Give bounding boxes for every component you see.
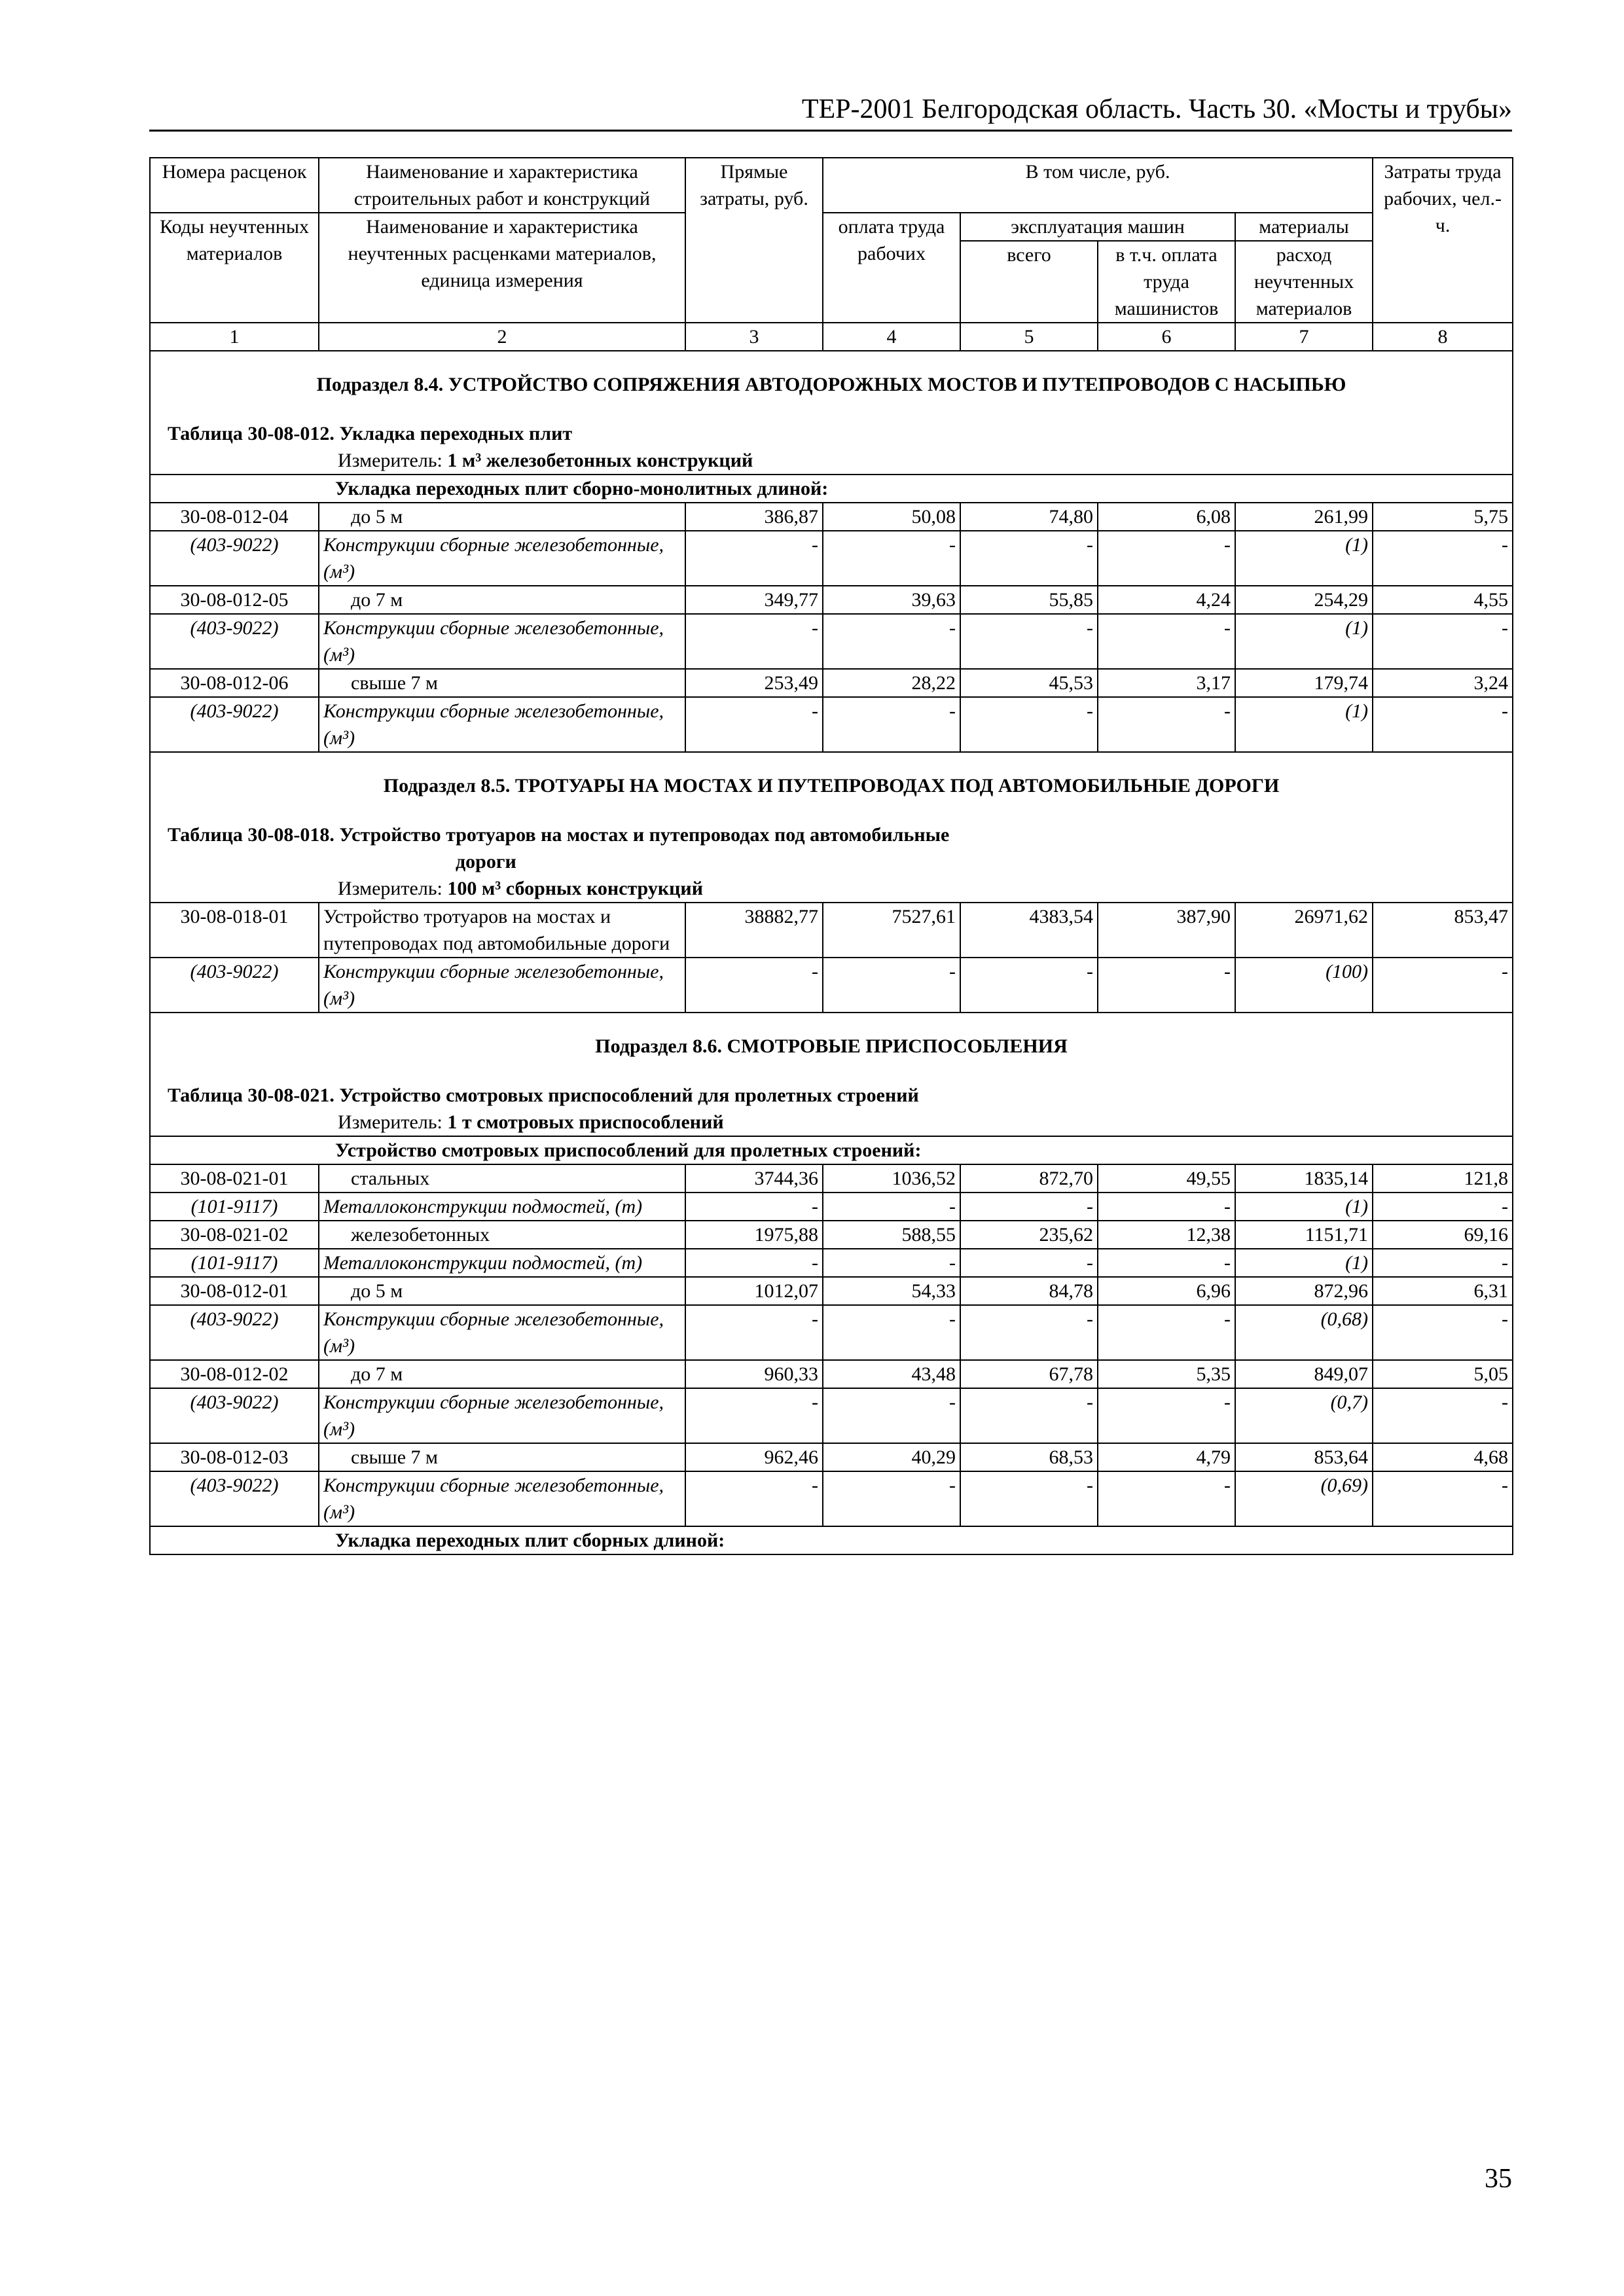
dash-cell: - xyxy=(960,614,1098,669)
rate-value: 74,80 xyxy=(960,503,1098,531)
dash-cell: - xyxy=(1373,697,1513,752)
dash-cell: - xyxy=(960,1193,1098,1221)
material-name: Конструкции сборные железобетонные, (м³) xyxy=(319,697,685,752)
rate-value: 1012,07 xyxy=(685,1277,823,1305)
rate-row xyxy=(150,586,1513,614)
rate-value: 235,62 xyxy=(960,1221,1098,1249)
rate-value: 349,77 xyxy=(685,586,823,614)
rate-value: 1151,71 xyxy=(1235,1221,1373,1249)
rate-labor: 853,47 xyxy=(1373,903,1513,958)
rate-value: 50,08 xyxy=(823,503,960,531)
material-name: Конструкции сборные железобетонные, (м³) xyxy=(319,531,685,586)
section-title: Подраздел 8.5. ТРОТУАРЫ НА МОСТАХ И ПУТЕПРОВОДАХ ПОД АВТОМОБИЛЬНЫЕ ДОРОГИ xyxy=(150,752,1513,799)
group-heading: Устройство смотровых приспособлений для пролетных строений: xyxy=(150,1136,1513,1164)
dash-cell: - xyxy=(1373,531,1513,586)
material-code: (403-9022) xyxy=(150,1388,319,1443)
rate-name: железобетонных xyxy=(319,1221,685,1249)
rate-name: свыше 7 м xyxy=(319,669,685,697)
rate-value: 39,63 xyxy=(823,586,960,614)
material-code: (403-9022) xyxy=(150,1471,319,1526)
rate-name: стальных xyxy=(319,1164,685,1193)
material-code: (403-9022) xyxy=(150,958,319,1013)
rate-value: 40,29 xyxy=(823,1443,960,1471)
col-mach-wages-header: в т.ч. оплата труда машинистов xyxy=(1098,241,1235,323)
column-numbers-row xyxy=(150,323,1513,351)
material-row xyxy=(150,958,1513,1013)
rate-value: 588,55 xyxy=(823,1221,960,1249)
material-row xyxy=(150,1471,1513,1526)
rate-labor: 5,75 xyxy=(1373,503,1513,531)
col-num-header: Номера расценок xyxy=(150,158,319,213)
rate-value: 4,24 xyxy=(1098,586,1235,614)
material-name: Металлоконструкции подмостей, (т) xyxy=(319,1249,685,1277)
rate-labor: 4,55 xyxy=(1373,586,1513,614)
rate-value: 179,74 xyxy=(1235,669,1373,697)
material-row xyxy=(150,1193,1513,1221)
rate-value: 4383,54 xyxy=(960,903,1098,958)
material-code: (101-9117) xyxy=(150,1249,319,1277)
dash-cell: - xyxy=(960,958,1098,1013)
dash-cell: - xyxy=(1098,614,1235,669)
rate-name: до 7 м xyxy=(319,1360,685,1388)
dash-cell: - xyxy=(823,531,960,586)
rate-row xyxy=(150,1164,1513,1193)
material-code: (403-9022) xyxy=(150,1305,319,1360)
material-use: (100) xyxy=(1235,958,1373,1013)
col-number: 5 xyxy=(960,323,1098,351)
rate-value: 1036,52 xyxy=(823,1164,960,1193)
dash-cell: - xyxy=(685,614,823,669)
dash-cell: - xyxy=(685,1193,823,1221)
rate-value: 68,53 xyxy=(960,1443,1098,1471)
rate-value: 872,96 xyxy=(1235,1277,1373,1305)
col-wages-header: оплата труда рабочих xyxy=(823,213,960,323)
dash-cell: - xyxy=(960,1305,1098,1360)
dash-cell: - xyxy=(960,697,1098,752)
rate-value: 387,90 xyxy=(1098,903,1235,958)
rate-value: 386,87 xyxy=(685,503,823,531)
rate-value: 254,29 xyxy=(1235,586,1373,614)
measure-line: Измеритель: 100 м³ сборных конструкций xyxy=(150,875,1513,903)
dash-cell: - xyxy=(685,531,823,586)
rate-value: 6,96 xyxy=(1098,1277,1235,1305)
material-row xyxy=(150,1388,1513,1443)
dash-cell: - xyxy=(1373,1471,1513,1526)
col-name-header: Наименование и характеристика строительных работ и конструкций xyxy=(319,158,685,213)
dash-cell: - xyxy=(1098,1305,1235,1360)
rate-row xyxy=(150,1360,1513,1388)
dash-cell: - xyxy=(685,1249,823,1277)
section-title: Подраздел 8.6. СМОТРОВЫЕ ПРИСПОСОБЛЕНИЯ xyxy=(150,1013,1513,1060)
rate-code: 30-08-012-05 xyxy=(150,586,319,614)
rate-labor: 69,16 xyxy=(1373,1221,1513,1249)
rate-value: 6,08 xyxy=(1098,503,1235,531)
material-use: (1) xyxy=(1235,614,1373,669)
dash-cell: - xyxy=(960,1471,1098,1526)
material-use: (1) xyxy=(1235,531,1373,586)
dash-cell: - xyxy=(823,1249,960,1277)
col-number: 8 xyxy=(1373,323,1513,351)
rate-code: 30-08-012-01 xyxy=(150,1277,319,1305)
dash-cell: - xyxy=(1373,958,1513,1013)
dash-cell: - xyxy=(1098,1249,1235,1277)
rate-value: 28,22 xyxy=(823,669,960,697)
dash-cell: - xyxy=(1098,958,1235,1013)
rate-code: 30-08-012-02 xyxy=(150,1360,319,1388)
dash-cell: - xyxy=(685,1471,823,1526)
rate-labor: 3,24 xyxy=(1373,669,1513,697)
rate-value: 1975,88 xyxy=(685,1221,823,1249)
dash-cell: - xyxy=(685,1305,823,1360)
col-number: 3 xyxy=(685,323,823,351)
page-number: 35 xyxy=(1485,2164,1512,2194)
dash-cell: - xyxy=(1373,1305,1513,1360)
rates-table xyxy=(149,157,1513,1555)
dash-cell: - xyxy=(1098,1471,1235,1526)
group-heading: Укладка переходных плит сборно-монолитных длиной: xyxy=(150,475,1513,503)
rate-labor: 6,31 xyxy=(1373,1277,1513,1305)
col-number: 4 xyxy=(823,323,960,351)
dash-cell: - xyxy=(960,531,1098,586)
dash-cell: - xyxy=(823,1388,960,1443)
material-code: (403-9022) xyxy=(150,614,319,669)
rate-value: 960,33 xyxy=(685,1360,823,1388)
material-name: Металлоконструкции подмостей, (т) xyxy=(319,1193,685,1221)
rate-row xyxy=(150,903,1513,958)
table-title: Таблица 30-08-018. Устройство тротуаров на мостах и путепроводах под автомобильные дороги xyxy=(150,799,1513,875)
rate-value: 5,35 xyxy=(1098,1360,1235,1388)
rate-value: 261,99 xyxy=(1235,503,1373,531)
dash-cell: - xyxy=(1373,614,1513,669)
col-codes-header: Коды неучтенных материалов xyxy=(150,213,319,323)
rate-code: 30-08-018-01 xyxy=(150,903,319,958)
dash-cell: - xyxy=(823,1305,960,1360)
section-title: Подраздел 8.4. УСТРОЙСТВО СОПРЯЖЕНИЯ АВТОДОРОЖНЫХ МОСТОВ И ПУТЕПРОВОДОВ С НАСЫПЬЮ xyxy=(150,351,1513,398)
material-name: Конструкции сборные железобетонные, (м³) xyxy=(319,1471,685,1526)
col-mat-use-header: расход неучтенных материалов xyxy=(1235,241,1373,323)
rate-value: 55,85 xyxy=(960,586,1098,614)
dash-cell: - xyxy=(1373,1249,1513,1277)
rate-name: до 7 м xyxy=(319,586,685,614)
rate-code: 30-08-012-06 xyxy=(150,669,319,697)
rate-value: 872,70 xyxy=(960,1164,1098,1193)
col-labor-header: Затраты труда рабочих, чел.-ч. xyxy=(1373,158,1513,323)
rate-name: Устройство тротуаров на мостах и путепроводах под автомобильные дороги xyxy=(319,903,685,958)
dash-cell: - xyxy=(823,1471,960,1526)
dash-cell: - xyxy=(1373,1193,1513,1221)
table-title: Таблица 30-08-012. Укладка переходных плит xyxy=(150,398,1513,447)
table-title: Таблица 30-08-021. Устройство смотровых приспособлений для пролетных строений xyxy=(150,1060,1513,1109)
col-incl-header: В том числе, руб. xyxy=(823,158,1373,213)
col-number: 6 xyxy=(1098,323,1235,351)
material-use: (1) xyxy=(1235,697,1373,752)
dash-cell: - xyxy=(823,614,960,669)
material-name: Конструкции сборные железобетонные, (м³) xyxy=(319,1305,685,1360)
material-use: (0,69) xyxy=(1235,1471,1373,1526)
dash-cell: - xyxy=(823,697,960,752)
dash-cell: - xyxy=(823,958,960,1013)
measure-line: Измеритель: 1 м³ железобетонных конструкций xyxy=(150,447,1513,475)
rate-value: 12,38 xyxy=(1098,1221,1235,1249)
rate-value: 26971,62 xyxy=(1235,903,1373,958)
col-direct-header: Прямые затраты, руб. xyxy=(685,158,823,323)
rate-code: 30-08-012-03 xyxy=(150,1443,319,1471)
dash-cell: - xyxy=(1098,697,1235,752)
dash-cell: - xyxy=(685,697,823,752)
rate-value: 3744,36 xyxy=(685,1164,823,1193)
rate-value: 45,53 xyxy=(960,669,1098,697)
running-header: ТЕР-2001 Белгородская область. Часть 30. «Мосты и трубы» xyxy=(801,94,1512,124)
rate-name: свыше 7 м xyxy=(319,1443,685,1471)
rate-row xyxy=(150,1221,1513,1249)
rate-code: 30-08-012-04 xyxy=(150,503,319,531)
col-number: 1 xyxy=(150,323,319,351)
rate-value: 67,78 xyxy=(960,1360,1098,1388)
header-rule xyxy=(149,130,1512,132)
material-code: (101-9117) xyxy=(150,1193,319,1221)
dash-cell: - xyxy=(1098,1388,1235,1443)
col-machines-header: эксплуатация машин xyxy=(960,213,1235,241)
rate-labor: 5,05 xyxy=(1373,1360,1513,1388)
rate-value: 253,49 xyxy=(685,669,823,697)
dash-cell: - xyxy=(1373,1388,1513,1443)
rate-value: 84,78 xyxy=(960,1277,1098,1305)
rate-row xyxy=(150,503,1513,531)
rate-value: 38882,77 xyxy=(685,903,823,958)
rate-name: до 5 м xyxy=(319,1277,685,1305)
rate-value: 962,46 xyxy=(685,1443,823,1471)
dash-cell: - xyxy=(1098,1193,1235,1221)
rate-value: 7527,61 xyxy=(823,903,960,958)
rate-value: 849,07 xyxy=(1235,1360,1373,1388)
rate-code: 30-08-021-01 xyxy=(150,1164,319,1193)
rate-labor: 4,68 xyxy=(1373,1443,1513,1471)
material-name: Конструкции сборные железобетонные, (м³) xyxy=(319,958,685,1013)
material-name: Конструкции сборные железобетонные, (м³) xyxy=(319,614,685,669)
dash-cell: - xyxy=(685,958,823,1013)
col-number: 7 xyxy=(1235,323,1373,351)
rate-row xyxy=(150,1443,1513,1471)
dash-cell: - xyxy=(960,1249,1098,1277)
material-use: (1) xyxy=(1235,1249,1373,1277)
rate-value: 1835,14 xyxy=(1235,1164,1373,1193)
material-use: (0,68) xyxy=(1235,1305,1373,1360)
material-row xyxy=(150,697,1513,752)
dash-cell: - xyxy=(685,1388,823,1443)
dash-cell: - xyxy=(823,1193,960,1221)
material-use: (1) xyxy=(1235,1193,1373,1221)
rate-value: 54,33 xyxy=(823,1277,960,1305)
material-name: Конструкции сборные железобетонные, (м³) xyxy=(319,1388,685,1443)
measure-line: Измеритель: 1 т смотровых приспособлений xyxy=(150,1109,1513,1136)
material-row xyxy=(150,1249,1513,1277)
rate-value: 43,48 xyxy=(823,1360,960,1388)
group-heading: Укладка переходных плит сборных длиной: xyxy=(150,1526,1513,1554)
material-use: (0,7) xyxy=(1235,1388,1373,1443)
rate-value: 4,79 xyxy=(1098,1443,1235,1471)
dash-cell: - xyxy=(960,1388,1098,1443)
col-mach-total-header: всего xyxy=(960,241,1098,323)
col-number: 2 xyxy=(319,323,685,351)
rate-row xyxy=(150,669,1513,697)
material-row xyxy=(150,531,1513,586)
material-row xyxy=(150,614,1513,669)
table-header-row xyxy=(150,158,1513,213)
col-materials-header: материалы xyxy=(1235,213,1373,241)
rate-value: 853,64 xyxy=(1235,1443,1373,1471)
col-name2-header: Наименование и характеристика неучтенных расценками материалов, единица измерения xyxy=(319,213,685,323)
rate-value: 49,55 xyxy=(1098,1164,1235,1193)
material-code: (403-9022) xyxy=(150,697,319,752)
material-row xyxy=(150,1305,1513,1360)
rate-row xyxy=(150,1277,1513,1305)
rate-labor: 121,8 xyxy=(1373,1164,1513,1193)
rate-value: 3,17 xyxy=(1098,669,1235,697)
rate-name: до 5 м xyxy=(319,503,685,531)
dash-cell: - xyxy=(1098,531,1235,586)
rate-code: 30-08-021-02 xyxy=(150,1221,319,1249)
material-code: (403-9022) xyxy=(150,531,319,586)
